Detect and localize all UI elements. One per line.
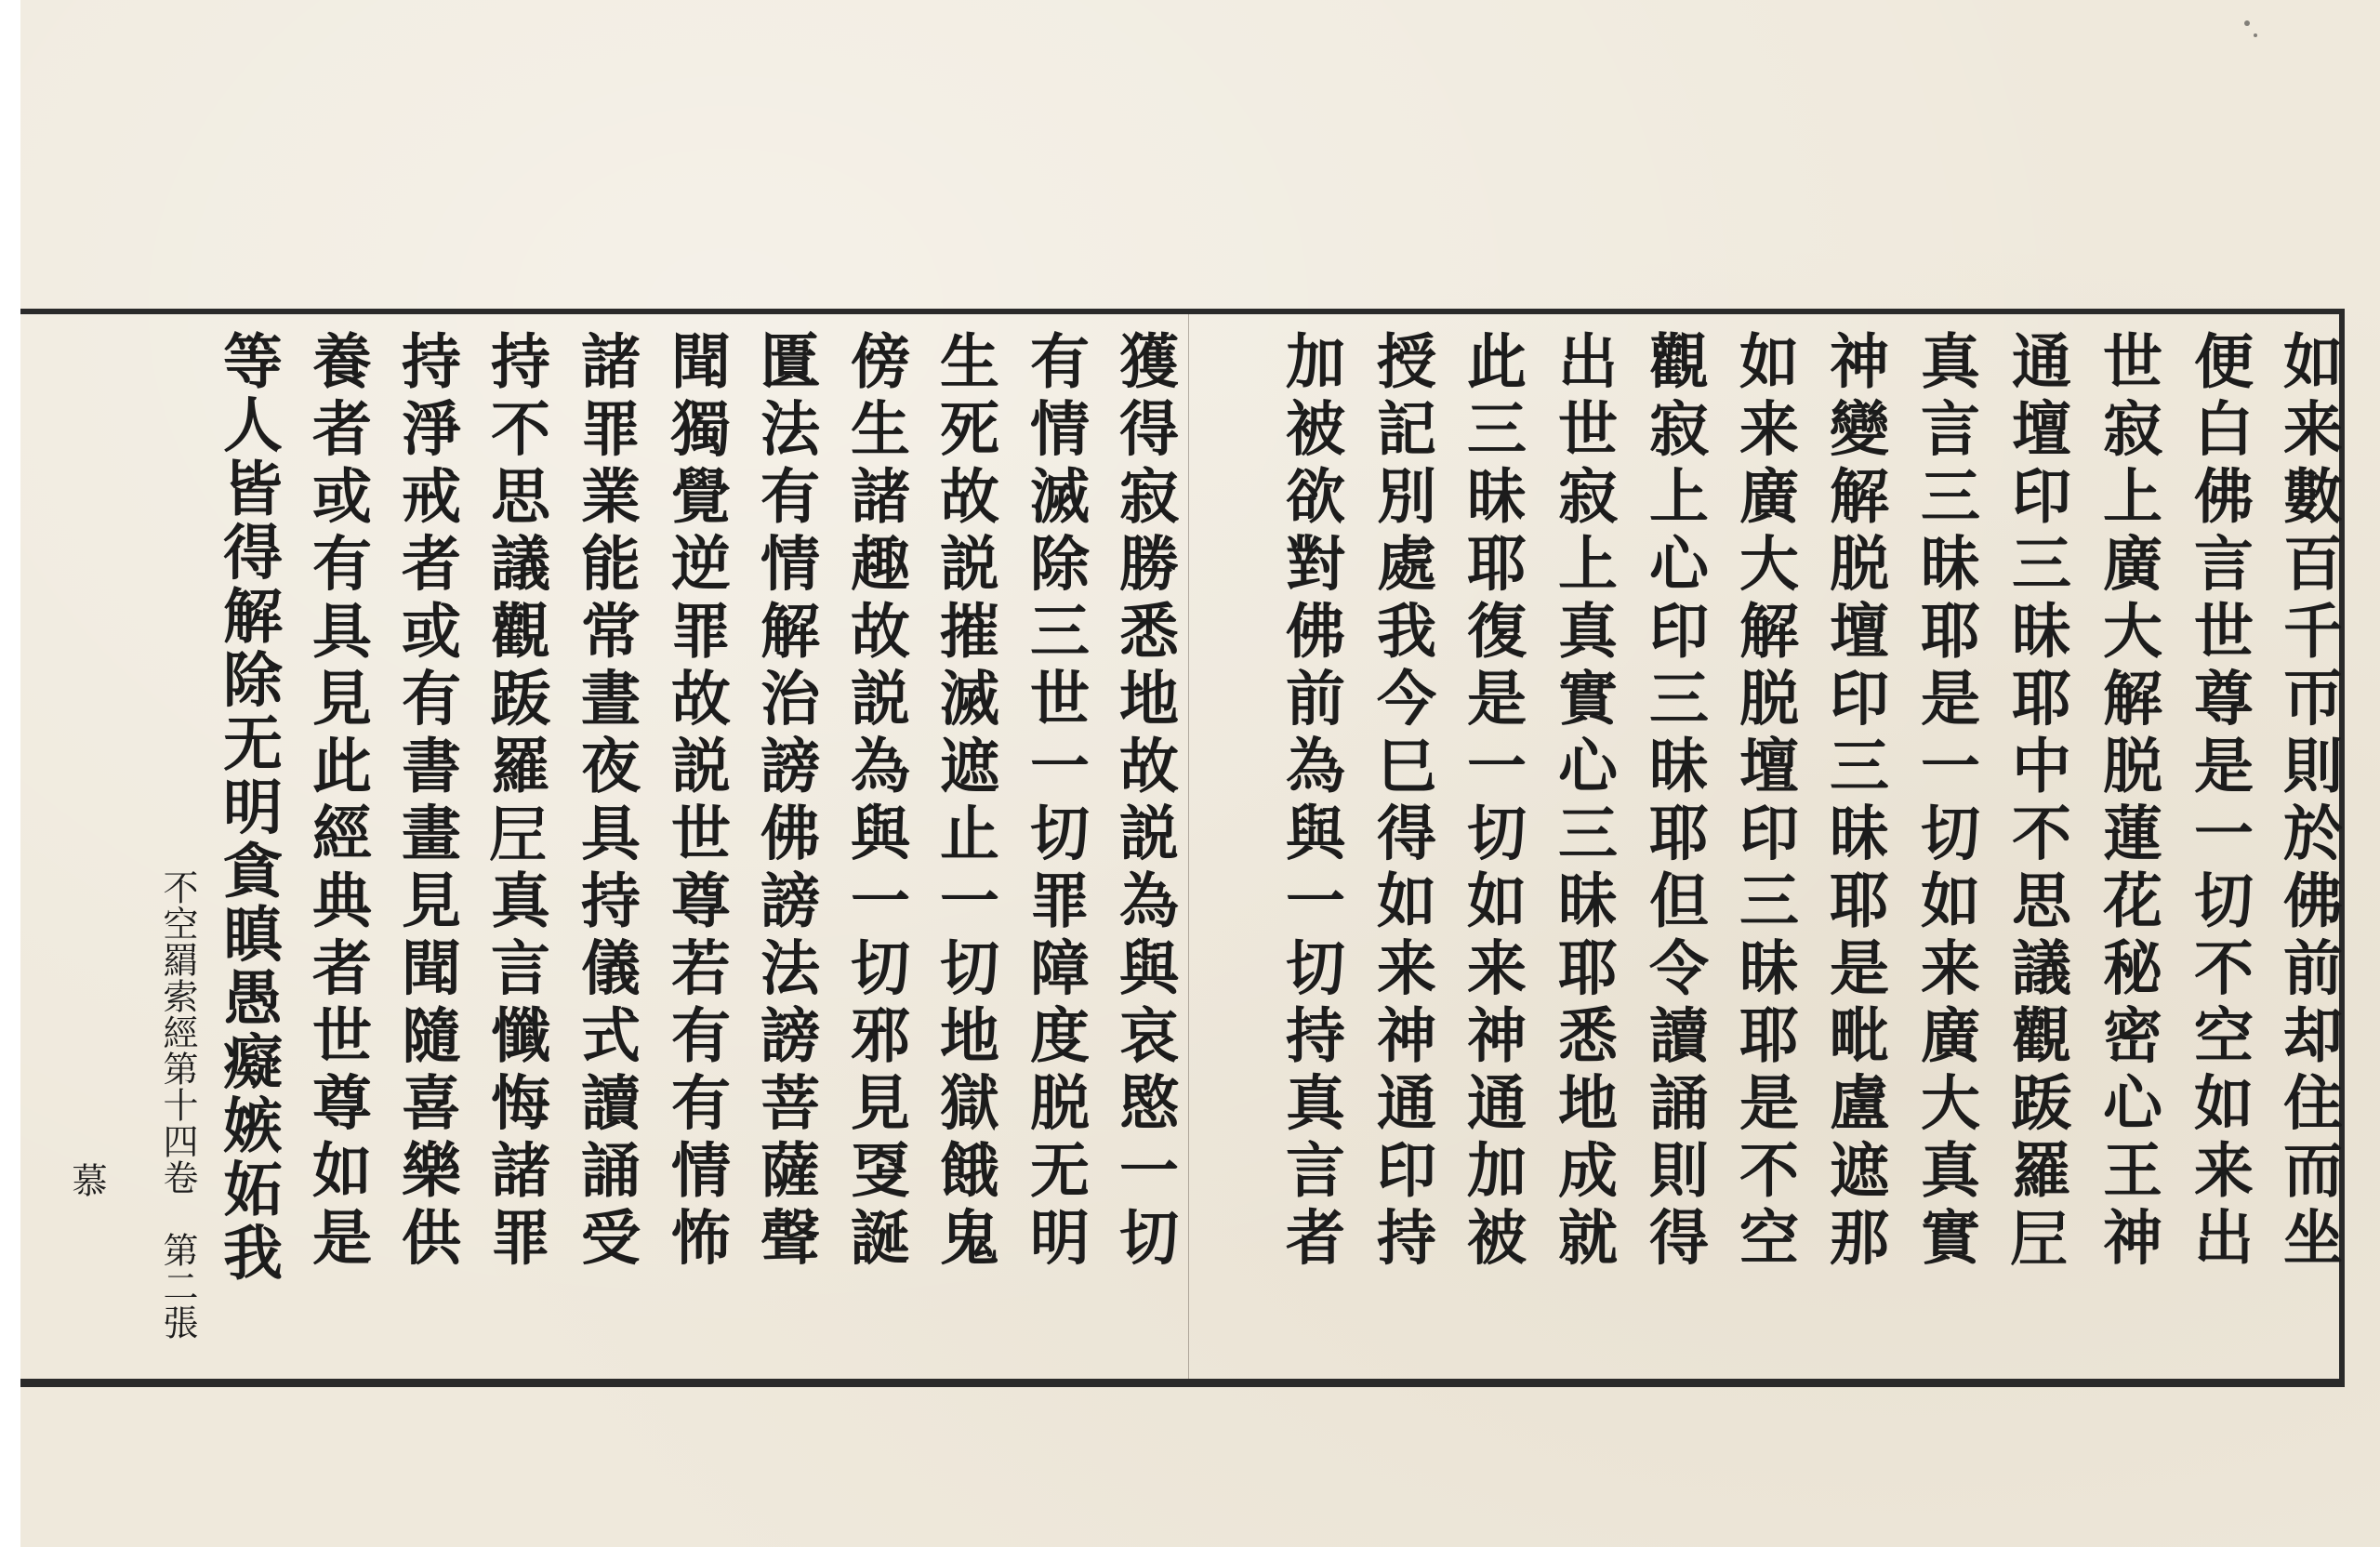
margin-title-note: 不空羂索經第十四卷 第二張	[157, 869, 198, 1341]
text-column-23: 等人皆得解除无明貪瞋愚癡嫉妬我	[213, 330, 283, 1286]
text-column-20: 持不思議觀䟦羅𡰱真言懺悔諸罪	[481, 330, 550, 1274]
ink-fleck	[2244, 20, 2250, 26]
text-column-15: 生死故説摧滅遮止一切地獄餓鬼	[930, 330, 999, 1274]
text-column-2: 便白佛言世尊是一切不空如来出	[2184, 330, 2254, 1274]
text-column-4: 通壇印三昧耶中不思議觀䟦羅𡰱	[2002, 330, 2071, 1274]
text-column-22: 養者或有具見此經典者世尊如是	[302, 330, 372, 1274]
text-column-11: 授記別處我今巳得如来神通印持	[1367, 330, 1436, 1274]
text-column-3: 世寂上廣大解脱蓮花秘密心王神	[2093, 330, 2162, 1274]
text-column-5: 真言三昧耶是一切如来廣大真實	[1911, 330, 1980, 1274]
text-column-12: 加被欲對佛前為與一切持真言者	[1276, 330, 1345, 1274]
text-column-6: 神變解脱壇印三昧耶是毗盧遮那	[1819, 330, 1889, 1274]
text-column-16: 傍生諸趣故説為與一切邪見㪅誕	[840, 330, 910, 1274]
text-column-10: 此三昧耶復是一切如来神通加被	[1457, 330, 1527, 1274]
text-column-7: 如来廣大解脱壇印三昧耶是不空	[1729, 330, 1799, 1274]
page-fold-line	[1188, 314, 1189, 1379]
text-column-9: 出世寂上真實心三昧耶悉地成就	[1548, 330, 1618, 1274]
scripture-page	[20, 0, 2380, 1547]
text-column-21: 持淨戒者或有書畫見聞隨喜樂供	[391, 330, 461, 1274]
text-column-8: 觀寂上心印三昧耶但令讀誦則得	[1639, 330, 1709, 1274]
text-column-17: 匱法有情解治謗佛謗法謗菩薩聲	[750, 330, 820, 1274]
text-column-18: 聞獨覺逆罪故説世尊若有有情怖	[661, 330, 731, 1274]
text-column-19: 諸罪業能常晝夜具持儀式讀誦受	[571, 330, 641, 1274]
ink-fleck	[2254, 33, 2257, 37]
text-column-14: 有情滅除三世一切罪障度脱无明	[1020, 330, 1090, 1274]
text-column-13: 獲得寂勝悉地故説為與哀愍一切	[1109, 330, 1179, 1274]
text-column-1: 如来數百千帀則於佛前却住而坐	[2273, 330, 2343, 1274]
carver-mark: 慕	[66, 1162, 107, 1197]
